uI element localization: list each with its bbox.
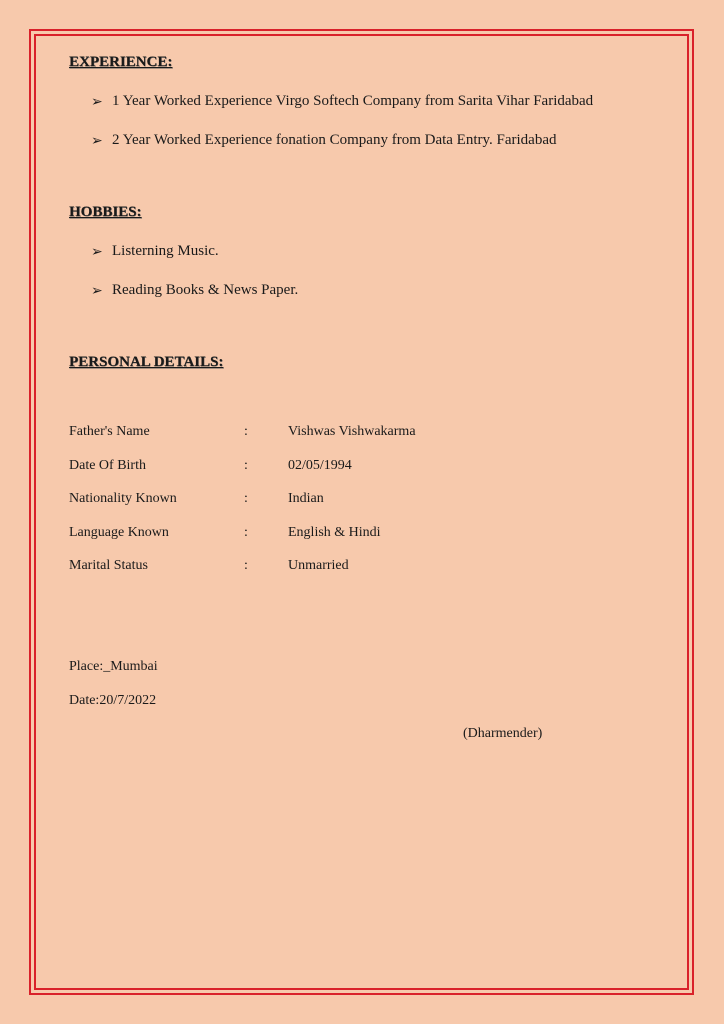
hobbies-heading: HOBBIES: [69, 204, 142, 220]
detail-value: 02/05/1994 [288, 458, 352, 473]
experience-heading: EXPERIENCE: [69, 54, 173, 70]
detail-separator: : [244, 491, 248, 506]
experience-item-text: 2 Year Worked Experience fonation Company from Data Entry. Faridabad [112, 132, 557, 148]
bullet-arrow-icon: ➢ [91, 93, 103, 110]
hobby-item-text: Reading Books & News Paper. [112, 282, 299, 298]
detail-row-marital-status [69, 558, 629, 576]
experience-item [91, 93, 593, 110]
signature-name: (Dharmender) [463, 726, 543, 741]
detail-separator: : [244, 525, 248, 540]
detail-row-nationality [69, 491, 629, 509]
detail-label: Father's Name [69, 424, 150, 439]
detail-value: Vishwas Vishwakarma [288, 424, 416, 439]
detail-label: Language Known [69, 525, 169, 540]
detail-value: Indian [288, 491, 324, 506]
experience-item-text: 1 Year Worked Experience Virgo Softech Company from Sarita Vihar Faridabad [112, 93, 594, 109]
detail-value: Unmarried [288, 558, 349, 573]
place-line: Place:_Mumbai [69, 659, 158, 674]
personal-details-heading: PERSONAL DETAILS: [69, 354, 224, 370]
bullet-arrow-icon: ➢ [91, 132, 103, 149]
detail-label: Marital Status [69, 558, 148, 573]
detail-separator: : [244, 424, 248, 439]
detail-row-fathers-name [69, 424, 629, 442]
bullet-arrow-icon: ➢ [91, 282, 103, 299]
date-line: Date:20/7/2022 [69, 693, 157, 708]
experience-item [91, 132, 557, 149]
detail-row-date-of-birth [69, 458, 629, 476]
detail-separator: : [244, 558, 248, 573]
detail-row-language [69, 525, 629, 543]
detail-label: Date Of Birth [69, 458, 146, 473]
page-border-inner [34, 34, 689, 990]
detail-label: Nationality Known [69, 491, 177, 506]
hobby-item [91, 282, 298, 299]
hobby-item-text: Listerning Music. [112, 243, 219, 259]
hobby-item [91, 243, 219, 260]
detail-value: English & Hindi [288, 525, 381, 540]
detail-separator: : [244, 458, 248, 473]
bullet-arrow-icon: ➢ [91, 243, 103, 260]
